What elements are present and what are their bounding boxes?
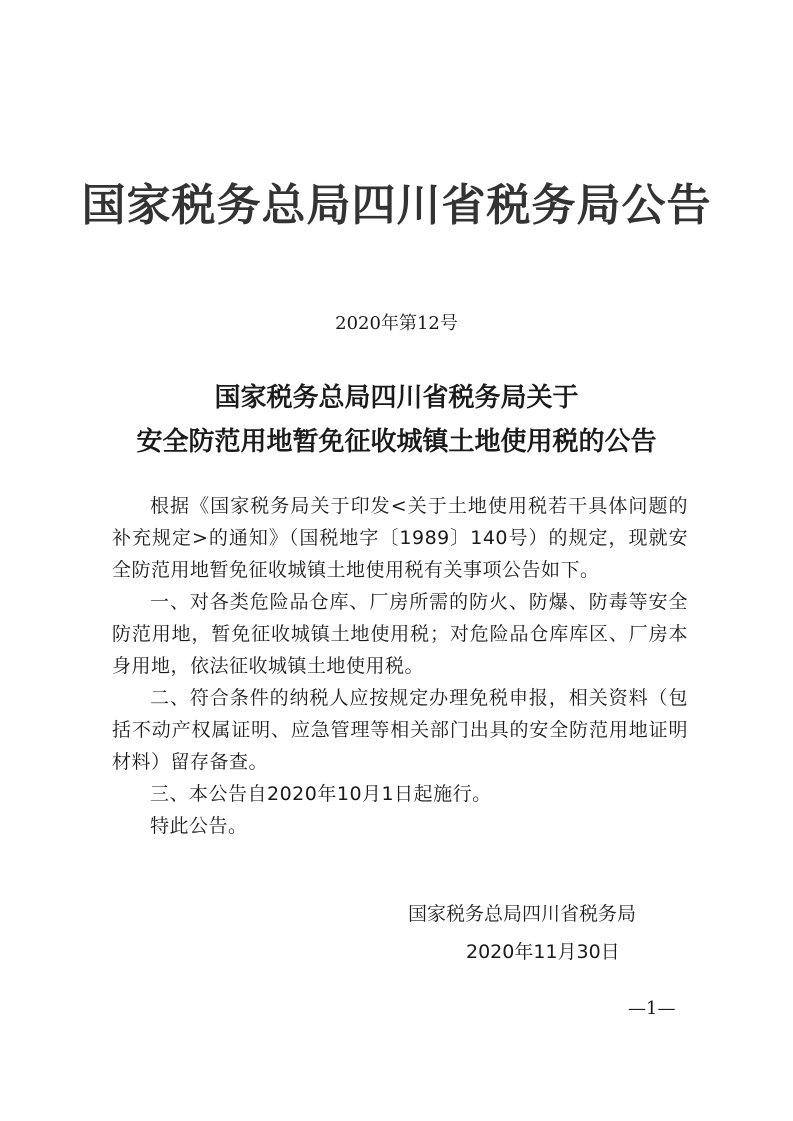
page-number: —1— — [628, 998, 676, 1019]
document-title-line-1: 国家税务总局四川省税务局关于 — [214, 383, 579, 413]
signature-organization: 国家税务总局四川省税务局 — [408, 903, 637, 925]
document-number: 2020年第12号 — [335, 313, 458, 334]
document-body — [112, 490, 688, 842]
document-title-line-2: 安全防范用地暂免征收城镇土地使用税的公告 — [136, 427, 657, 457]
document-title — [0, 376, 793, 464]
body-paragraph-intro: 根据《国家税务局关于印发<关于土地使用税若干具体问题的补充规定>的通知》（国税地字〔1989〕140号）的规定，现就安全防范用地暂免征收城镇土地使用税有关事项公告如下。 — [112, 495, 688, 581]
body-paragraph-item-3: 三、本公告自2020年10月1日起施行。 — [150, 783, 492, 805]
body-paragraph-item-1: 一、对各类危险品仓库、厂房所需的防火、防爆、防毒等安全防范用地，暂免征收城镇土地使用税；对危险品仓库库区、厂房本身用地，依法征收城镇土地使用税。 — [112, 591, 688, 677]
body-paragraph-closing: 特此公告。 — [150, 815, 248, 837]
body-paragraph-item-2: 二、符合条件的纳税人应按规定办理免税申报，相关资料（包括不动产权属证明、应急管理等相关部门出具的安全防范用地证明材料）留存备查。 — [112, 687, 688, 773]
signature-date: 2020年11月30日 — [466, 941, 620, 963]
issuer-header-title: 国家税务总局四川省税务局公告 — [81, 180, 712, 231]
